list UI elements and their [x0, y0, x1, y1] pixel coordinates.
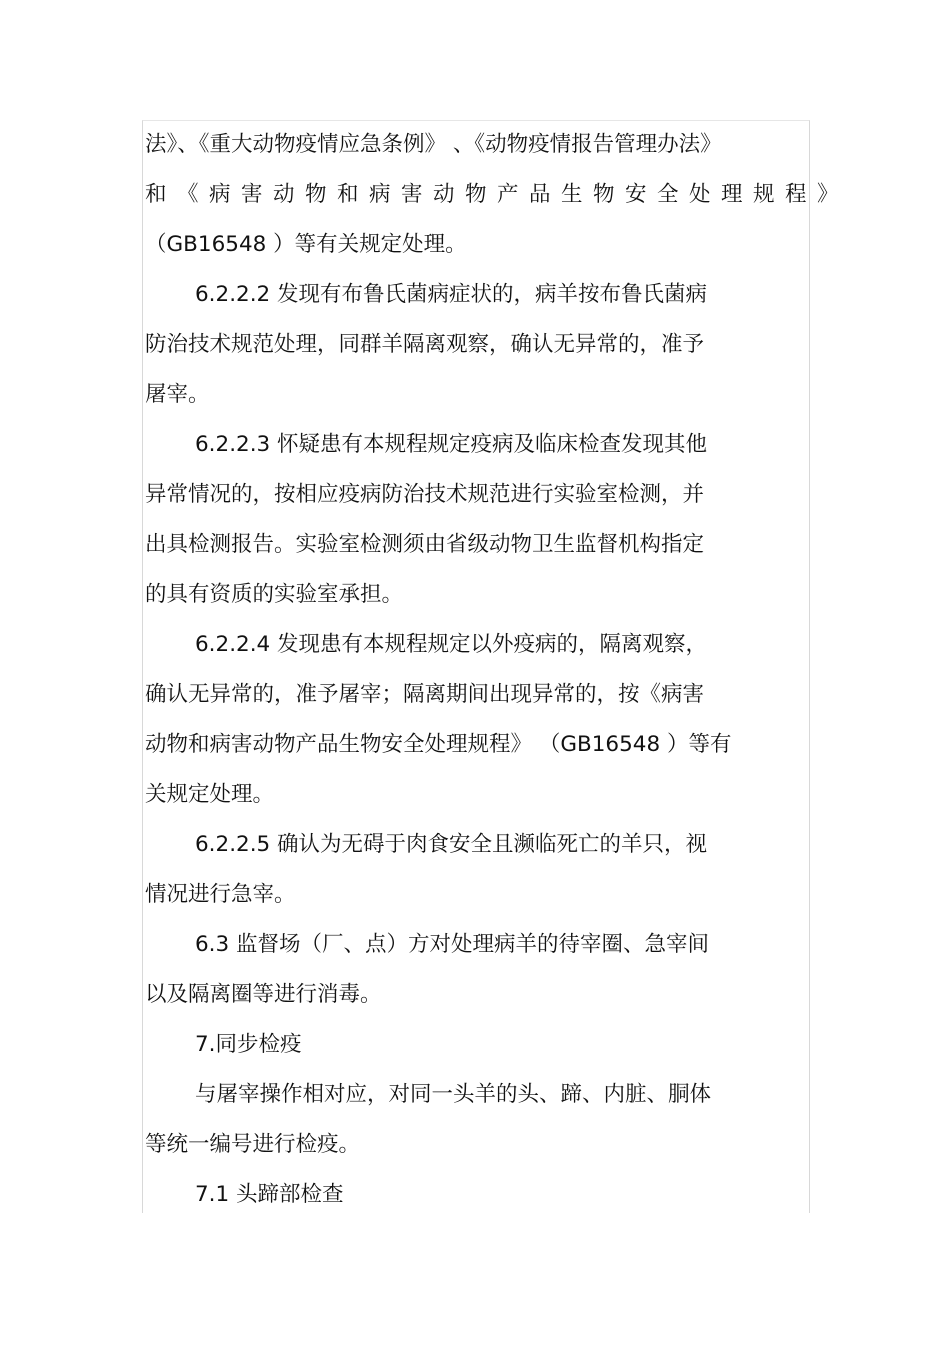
text-line: 情况进行急宰。	[145, 882, 296, 907]
text-line: 等统一编号进行检疫。	[145, 1132, 361, 1157]
text-line: 确认无异常的，准予屠宰；隔离期间出现异常的，按《病害	[145, 682, 705, 707]
text-line: 异常情况的，按相应疫病防治技术规范进行实验室检测，并	[145, 482, 705, 507]
section-heading-7-1: 7.1 头蹄部检查	[195, 1182, 344, 1207]
paragraph-7: 与屠宰操作相对应，对同一头羊的头、蹄、内脏、胴体	[195, 1082, 712, 1107]
text-line: 法》、《重大动物疫情应急条例》 、《动物疫情报告管理办法》	[145, 132, 722, 157]
text-line: 防治技术规范处理，同群羊隔离观察，确认无异常的，准予	[145, 332, 705, 357]
text-line: 动物和病害动物产品生物安全处理规程》 （GB16548 ）等有	[145, 732, 732, 757]
paragraph-6-2-2-3: 6.2.2.3 怀疑患有本规程规定疫病及临床检查发现其他	[195, 432, 708, 457]
text-line: （GB16548 ）等有关规定处理。	[145, 232, 467, 257]
text-line: 以及隔离圈等进行消毒。	[145, 982, 382, 1007]
paragraph-6-2-2-4: 6.2.2.4 发现患有本规程规定以外疫病的，隔离观察，	[195, 632, 708, 657]
text-line: 的具有资质的实验室承担。	[145, 582, 404, 607]
text-line: 屠宰。	[145, 382, 210, 407]
paragraph-6-3: 6.3 监督场（厂、点）方对处理病羊的待宰圈、急宰间	[195, 932, 710, 957]
section-heading-7: 7.同步检疫	[195, 1032, 302, 1057]
text-line: 和《病害动物和病害动物产品生物安全处理规程》	[145, 182, 850, 207]
paragraph-6-2-2-2: 6.2.2.2 发现有布鲁氏菌病症状的，病羊按布鲁氏菌病	[195, 282, 708, 307]
paragraph-6-2-2-5: 6.2.2.5 确认为无碍于肉食安全且濒临死亡的羊只，视	[195, 832, 708, 857]
text-line: 关规定处理。	[145, 782, 275, 807]
text-line: 出具检测报告。实验室检测须由省级动物卫生监督机构指定	[145, 532, 705, 557]
